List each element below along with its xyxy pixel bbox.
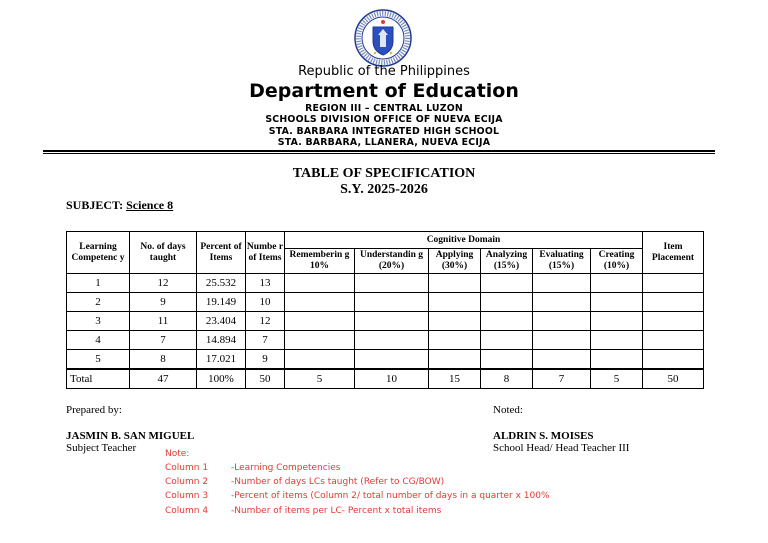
total-evaluating: 7 <box>533 369 591 389</box>
prepared-role: Subject Teacher <box>66 442 137 454</box>
subject-label: SUBJECT: <box>66 198 124 212</box>
total-label: Total <box>67 369 130 389</box>
note-column: Column 4 <box>165 506 209 516</box>
cell-items: 12 <box>246 312 285 331</box>
prepared-label: Prepared by: <box>66 404 122 416</box>
cell-empty <box>355 331 429 350</box>
cell-empty <box>481 274 533 293</box>
cell-empty <box>591 274 643 293</box>
cell-empty <box>481 293 533 312</box>
total-remembering: 5 <box>285 369 355 389</box>
cell-empty <box>355 350 429 370</box>
header-learning-competency: Learning Competenc y <box>67 232 130 274</box>
header-applying: Applying (30%) <box>429 249 481 274</box>
cell-lc: 4 <box>67 331 130 350</box>
header-remembering: Rememberin g 10% <box>285 249 355 274</box>
note-column: Column 1 <box>165 463 209 473</box>
cell-empty <box>285 350 355 370</box>
cell-items: 13 <box>246 274 285 293</box>
cell-empty <box>533 331 591 350</box>
header-analyzing: Analyzing (15%) <box>481 249 533 274</box>
note-column: Column 2 <box>165 477 209 487</box>
total-placement: 50 <box>643 369 704 389</box>
note-column: Column 3 <box>165 491 209 501</box>
note-description: -Number of days LCs taught (Refer to CG/BOW) <box>231 477 445 487</box>
table-row <box>67 312 704 331</box>
table-row <box>67 350 704 370</box>
cell-empty <box>285 312 355 331</box>
total-items: 50 <box>246 369 285 389</box>
cell-lc: 3 <box>67 312 130 331</box>
prepared-name: JASMIN B. SAN MIGUEL <box>66 430 195 442</box>
table-total-row <box>67 369 704 389</box>
total-percent: 100% <box>197 369 246 389</box>
table-row <box>67 274 704 293</box>
cell-empty <box>533 274 591 293</box>
cell-percent: 19.149 <box>197 293 246 312</box>
cell-lc: 1 <box>67 274 130 293</box>
cell-empty <box>285 274 355 293</box>
cell-empty <box>355 293 429 312</box>
total-days: 47 <box>130 369 197 389</box>
cell-percent: 25.532 <box>197 274 246 293</box>
table-row <box>67 331 704 350</box>
cell-percent: 23.404 <box>197 312 246 331</box>
header-percent-items: Percent of Items <box>197 232 246 274</box>
noted-name: ALDRIN S. MOISES <box>493 430 594 442</box>
cell-days: 7 <box>130 331 197 350</box>
header-item-placement: Item Placement <box>643 232 704 274</box>
header-creating: Creating (10%) <box>591 249 643 274</box>
note-description: -Learning Competencies <box>231 463 341 473</box>
cell-empty <box>643 293 704 312</box>
noted-label: Noted: <box>493 404 523 416</box>
cell-empty <box>429 293 481 312</box>
total-applying: 15 <box>429 369 481 389</box>
cell-empty <box>429 331 481 350</box>
note-label: Note: <box>165 449 190 459</box>
cell-empty <box>591 331 643 350</box>
cell-items: 9 <box>246 350 285 370</box>
cell-empty <box>533 350 591 370</box>
cell-lc: 2 <box>67 293 130 312</box>
cell-lc: 5 <box>67 350 130 370</box>
cell-percent: 14.894 <box>197 331 246 350</box>
cell-empty <box>591 312 643 331</box>
address-region: REGION III – CENTRAL LUZON <box>305 103 463 114</box>
cell-empty <box>591 293 643 312</box>
republic-line: Republic of the Philippines <box>298 64 470 79</box>
table-row <box>67 293 704 312</box>
cell-empty <box>533 312 591 331</box>
note-description: -Number of items per LC- Percent x total items <box>231 506 442 516</box>
cell-empty <box>285 331 355 350</box>
header-rule-thick <box>43 150 715 152</box>
address-location: STA. BARBARA, LLANERA, NUEVA ECIJA <box>277 137 491 148</box>
total-analyzing: 8 <box>481 369 533 389</box>
cell-empty <box>355 312 429 331</box>
cell-days: 12 <box>130 274 197 293</box>
cell-empty <box>481 350 533 370</box>
cell-empty <box>429 350 481 370</box>
cell-days: 11 <box>130 312 197 331</box>
cell-items: 7 <box>246 331 285 350</box>
total-creating: 5 <box>591 369 643 389</box>
address-division: SCHOOLS DIVISION OFFICE OF NUEVA ECIJA <box>265 114 503 125</box>
subject-line <box>66 198 173 213</box>
school-year: S.Y. 2025-2026 <box>340 182 428 197</box>
note-description: -Percent of items (Column 2/ total number of days in a quarter x 100% <box>231 491 550 501</box>
header-understanding: Understandin g (20%) <box>355 249 429 274</box>
specification-table <box>66 231 704 389</box>
cell-empty <box>355 274 429 293</box>
header-rule-thin <box>43 153 715 154</box>
header-evaluating: Evaluating (15%) <box>533 249 591 274</box>
cell-days: 8 <box>130 350 197 370</box>
cell-empty <box>481 312 533 331</box>
subject-value: Science 8 <box>126 198 174 212</box>
cell-percent: 17.021 <box>197 350 246 370</box>
deped-seal-logo <box>354 9 412 67</box>
cell-days: 9 <box>130 293 197 312</box>
cell-empty <box>643 331 704 350</box>
department-title: Department of Education <box>249 80 519 102</box>
cell-items: 10 <box>246 293 285 312</box>
cell-empty <box>591 350 643 370</box>
cell-empty <box>533 293 591 312</box>
noted-role: School Head/ Head Teacher III <box>493 442 630 454</box>
header-days-taught: No. of days taught <box>130 232 197 274</box>
header-cognitive-domain: Cognitive Domain <box>285 232 643 249</box>
address-school: STA. BARBARA INTEGRATED HIGH SCHOOL <box>268 126 500 137</box>
document-title: TABLE OF SPECIFICATION <box>292 166 476 181</box>
cell-empty <box>643 274 704 293</box>
total-understanding: 10 <box>355 369 429 389</box>
cell-empty <box>643 312 704 331</box>
cell-empty <box>481 331 533 350</box>
cell-empty <box>285 293 355 312</box>
header-number-items: Numbe r of Items <box>246 232 285 274</box>
cell-empty <box>429 274 481 293</box>
cell-empty <box>643 350 704 370</box>
cell-empty <box>429 312 481 331</box>
